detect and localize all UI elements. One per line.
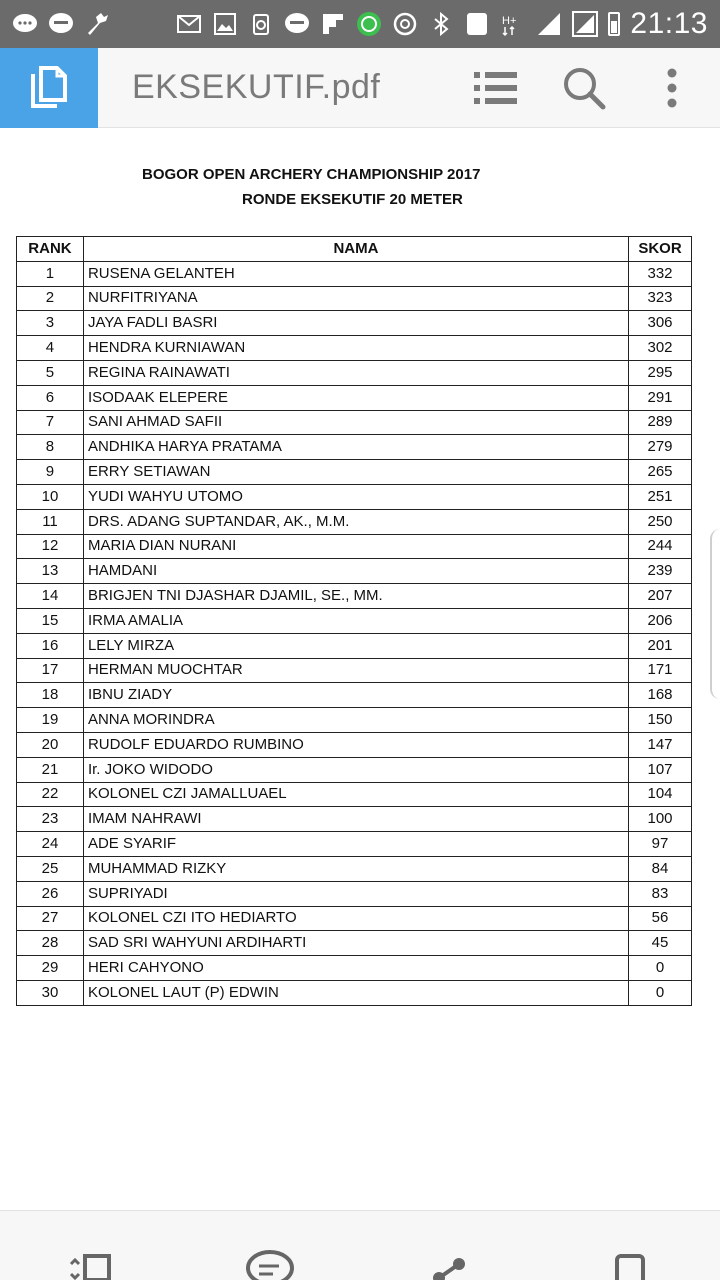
share-button[interactable]: [420, 1234, 480, 1280]
score-cell: 250: [629, 509, 692, 534]
sim-2-icon: [464, 11, 490, 37]
table-row: [17, 931, 692, 956]
table-row: [17, 980, 692, 1005]
name-cell: IRMA AMALIA: [83, 608, 628, 633]
image-icon: [212, 11, 238, 37]
name-cell: HENDRA KURNIAWAN: [83, 336, 628, 361]
score-cell: 83: [629, 881, 692, 906]
results-table: [16, 236, 692, 1006]
rank-cell: 26: [17, 881, 84, 906]
rank-cell: 22: [17, 782, 84, 807]
document-subtitle: RONDE EKSEKUTIF 20 METER: [242, 191, 463, 208]
line-icon: [48, 11, 74, 37]
name-cell: KOLONEL CZI JAMALLUAEL: [83, 782, 628, 807]
rank-cell: 10: [17, 484, 84, 509]
score-cell: 150: [629, 708, 692, 733]
table-row: [17, 584, 692, 609]
score-cell: 289: [629, 410, 692, 435]
name-cell: JAYA FADLI BASRI: [83, 311, 628, 336]
table-row: [17, 410, 692, 435]
score-cell: 84: [629, 856, 692, 881]
score-cell: 251: [629, 484, 692, 509]
search-icon: [562, 66, 606, 110]
more-options-button[interactable]: [650, 66, 694, 110]
name-cell: RUDOLF EDUARDO RUMBINO: [83, 732, 628, 757]
score-cell: 0: [629, 956, 692, 981]
list-icon: [474, 70, 518, 106]
name-cell: SAD SRI WAHYUNI ARDIHARTI: [83, 931, 628, 956]
bottom-toolbar: [0, 1210, 720, 1280]
table-row: [17, 360, 692, 385]
score-cell: 265: [629, 460, 692, 485]
score-cell: 147: [629, 732, 692, 757]
rank-cell: 23: [17, 807, 84, 832]
score-cell: 104: [629, 782, 692, 807]
column-header-rank: RANK: [17, 237, 84, 262]
reading-mode-icon: [65, 1234, 115, 1280]
rank-cell: 8: [17, 435, 84, 460]
signal-icon: [536, 11, 562, 37]
name-cell: NURFITRIYANA: [83, 286, 628, 311]
table-row: [17, 484, 692, 509]
rank-cell: 11: [17, 509, 84, 534]
battery-icon: [608, 12, 620, 36]
score-cell: 0: [629, 980, 692, 1005]
name-cell: ISODAAK ELEPERE: [83, 385, 628, 410]
score-cell: 291: [629, 385, 692, 410]
rank-cell: 5: [17, 360, 84, 385]
name-cell: LELY MIRZA: [83, 633, 628, 658]
table-header-row: [17, 237, 692, 262]
table-row: [17, 534, 692, 559]
table-row: [17, 633, 692, 658]
rank-cell: 7: [17, 410, 84, 435]
score-cell: 279: [629, 435, 692, 460]
score-cell: 97: [629, 832, 692, 857]
file-name: EKSEKUTIF.pdf: [132, 68, 381, 106]
list-view-button[interactable]: [474, 66, 518, 110]
name-cell: BRIGJEN TNI DJASHAR DJAMIL, SE., MM.: [83, 584, 628, 609]
page-thumbnail-button[interactable]: [0, 48, 98, 128]
score-cell: 244: [629, 534, 692, 559]
rank-cell: 6: [17, 385, 84, 410]
rank-cell: 12: [17, 534, 84, 559]
column-header-score: SKOR: [629, 237, 692, 262]
name-cell: IMAM NAHRAWI: [83, 807, 628, 832]
name-cell: DRS. ADANG SUPTANDAR, AK., M.M.: [83, 509, 628, 534]
mail-icon: [176, 11, 202, 37]
table-row: [17, 261, 692, 286]
column-header-name: NAMA: [83, 237, 628, 262]
pdf-page[interactable]: [0, 129, 720, 1209]
name-cell: REGINA RAINAWATI: [83, 360, 628, 385]
rank-cell: 15: [17, 608, 84, 633]
search-button[interactable]: [562, 66, 606, 110]
table-row: [17, 683, 692, 708]
name-cell: MUHAMMAD RIZKY: [83, 856, 628, 881]
score-cell: 302: [629, 336, 692, 361]
table-row: [17, 435, 692, 460]
status-bar: [0, 0, 720, 48]
rank-cell: 20: [17, 732, 84, 757]
svg-text:H+: H+: [502, 15, 517, 27]
table-row: [17, 832, 692, 857]
document-title: BOGOR OPEN ARCHERY CHAMPIONSHIP 2017: [142, 166, 481, 183]
name-cell: HAMDANI: [83, 559, 628, 584]
score-cell: 201: [629, 633, 692, 658]
score-cell: 295: [629, 360, 692, 385]
recycle-icon: [248, 11, 274, 37]
name-cell: HERMAN MUOCHTAR: [83, 658, 628, 683]
rank-cell: 17: [17, 658, 84, 683]
table-row: [17, 956, 692, 981]
rank-cell: 21: [17, 757, 84, 782]
rank-cell: 3: [17, 311, 84, 336]
table-row: [17, 906, 692, 931]
chat-bubble-icon: [12, 11, 38, 37]
sync-icon: [392, 11, 418, 37]
results-table-body: [17, 261, 692, 1005]
name-cell: Ir. JOKO WIDODO: [83, 757, 628, 782]
rank-cell: 27: [17, 906, 84, 931]
table-row: [17, 732, 692, 757]
status-left-icons: [12, 11, 110, 37]
table-row: [17, 757, 692, 782]
rank-cell: 30: [17, 980, 84, 1005]
table-row: [17, 856, 692, 881]
score-cell: 323: [629, 286, 692, 311]
signal-icon: [572, 11, 598, 37]
score-cell: 332: [629, 261, 692, 286]
table-row: [17, 559, 692, 584]
score-cell: 100: [629, 807, 692, 832]
share-icon: [425, 1234, 475, 1280]
scroll-edge-indicator: [710, 529, 720, 699]
rank-cell: 18: [17, 683, 84, 708]
bluetooth-icon: [428, 11, 454, 37]
rank-cell: 2: [17, 286, 84, 311]
table-row: [17, 286, 692, 311]
name-cell: IBNU ZIADY: [83, 683, 628, 708]
name-cell: SANI AHMAD SAFII: [83, 410, 628, 435]
table-row: [17, 336, 692, 361]
score-cell: 107: [629, 757, 692, 782]
score-cell: 56: [629, 906, 692, 931]
name-cell: KOLONEL CZI ITO HEDIARTO: [83, 906, 628, 931]
name-cell: ADE SYARIF: [83, 832, 628, 857]
comment-button[interactable]: [240, 1234, 300, 1280]
table-row: [17, 608, 692, 633]
rank-cell: 29: [17, 956, 84, 981]
rank-cell: 14: [17, 584, 84, 609]
score-cell: 171: [629, 658, 692, 683]
name-cell: ERRY SETIAWAN: [83, 460, 628, 485]
score-cell: 207: [629, 584, 692, 609]
more-vert-icon: [666, 68, 678, 108]
comment-icon: [245, 1234, 295, 1280]
name-cell: KOLONEL LAUT (P) EDWIN: [83, 980, 628, 1005]
table-row: [17, 782, 692, 807]
name-cell: MARIA DIAN NURANI: [83, 534, 628, 559]
rank-cell: 28: [17, 931, 84, 956]
score-cell: 45: [629, 931, 692, 956]
line-icon: [284, 11, 310, 37]
rank-cell: 13: [17, 559, 84, 584]
score-cell: 206: [629, 608, 692, 633]
score-cell: 306: [629, 311, 692, 336]
app-bar: [0, 48, 720, 128]
rank-cell: 4: [17, 336, 84, 361]
name-cell: HERI CAHYONO: [83, 956, 628, 981]
device-button[interactable]: [600, 1234, 660, 1280]
reading-mode-button[interactable]: [60, 1234, 120, 1280]
flipboard-icon: [320, 11, 346, 37]
rank-cell: 19: [17, 708, 84, 733]
phone-icon: [605, 1234, 655, 1280]
rank-cell: 1: [17, 261, 84, 286]
whatsapp-icon: [356, 11, 382, 37]
table-row: [17, 509, 692, 534]
table-row: [17, 460, 692, 485]
h-plus-icon: [500, 11, 526, 37]
name-cell: ANDHIKA HARYA PRATAMA: [83, 435, 628, 460]
rank-cell: 24: [17, 832, 84, 857]
table-row: [17, 311, 692, 336]
pages-icon: [25, 64, 73, 112]
name-cell: SUPRIYADI: [83, 881, 628, 906]
name-cell: RUSENA GELANTEH: [83, 261, 628, 286]
rank-cell: 16: [17, 633, 84, 658]
app-bar-actions: [474, 66, 720, 110]
name-cell: ANNA MORINDRA: [83, 708, 628, 733]
table-row: [17, 881, 692, 906]
table-row: [17, 385, 692, 410]
wrench-icon: [84, 11, 110, 37]
rank-cell: 9: [17, 460, 84, 485]
score-cell: 239: [629, 559, 692, 584]
score-cell: 168: [629, 683, 692, 708]
table-row: [17, 708, 692, 733]
clock: 21:13: [630, 7, 708, 40]
table-row: [17, 658, 692, 683]
name-cell: YUDI WAHYU UTOMO: [83, 484, 628, 509]
rank-cell: 25: [17, 856, 84, 881]
status-right-icons: [176, 7, 708, 41]
table-row: [17, 807, 692, 832]
